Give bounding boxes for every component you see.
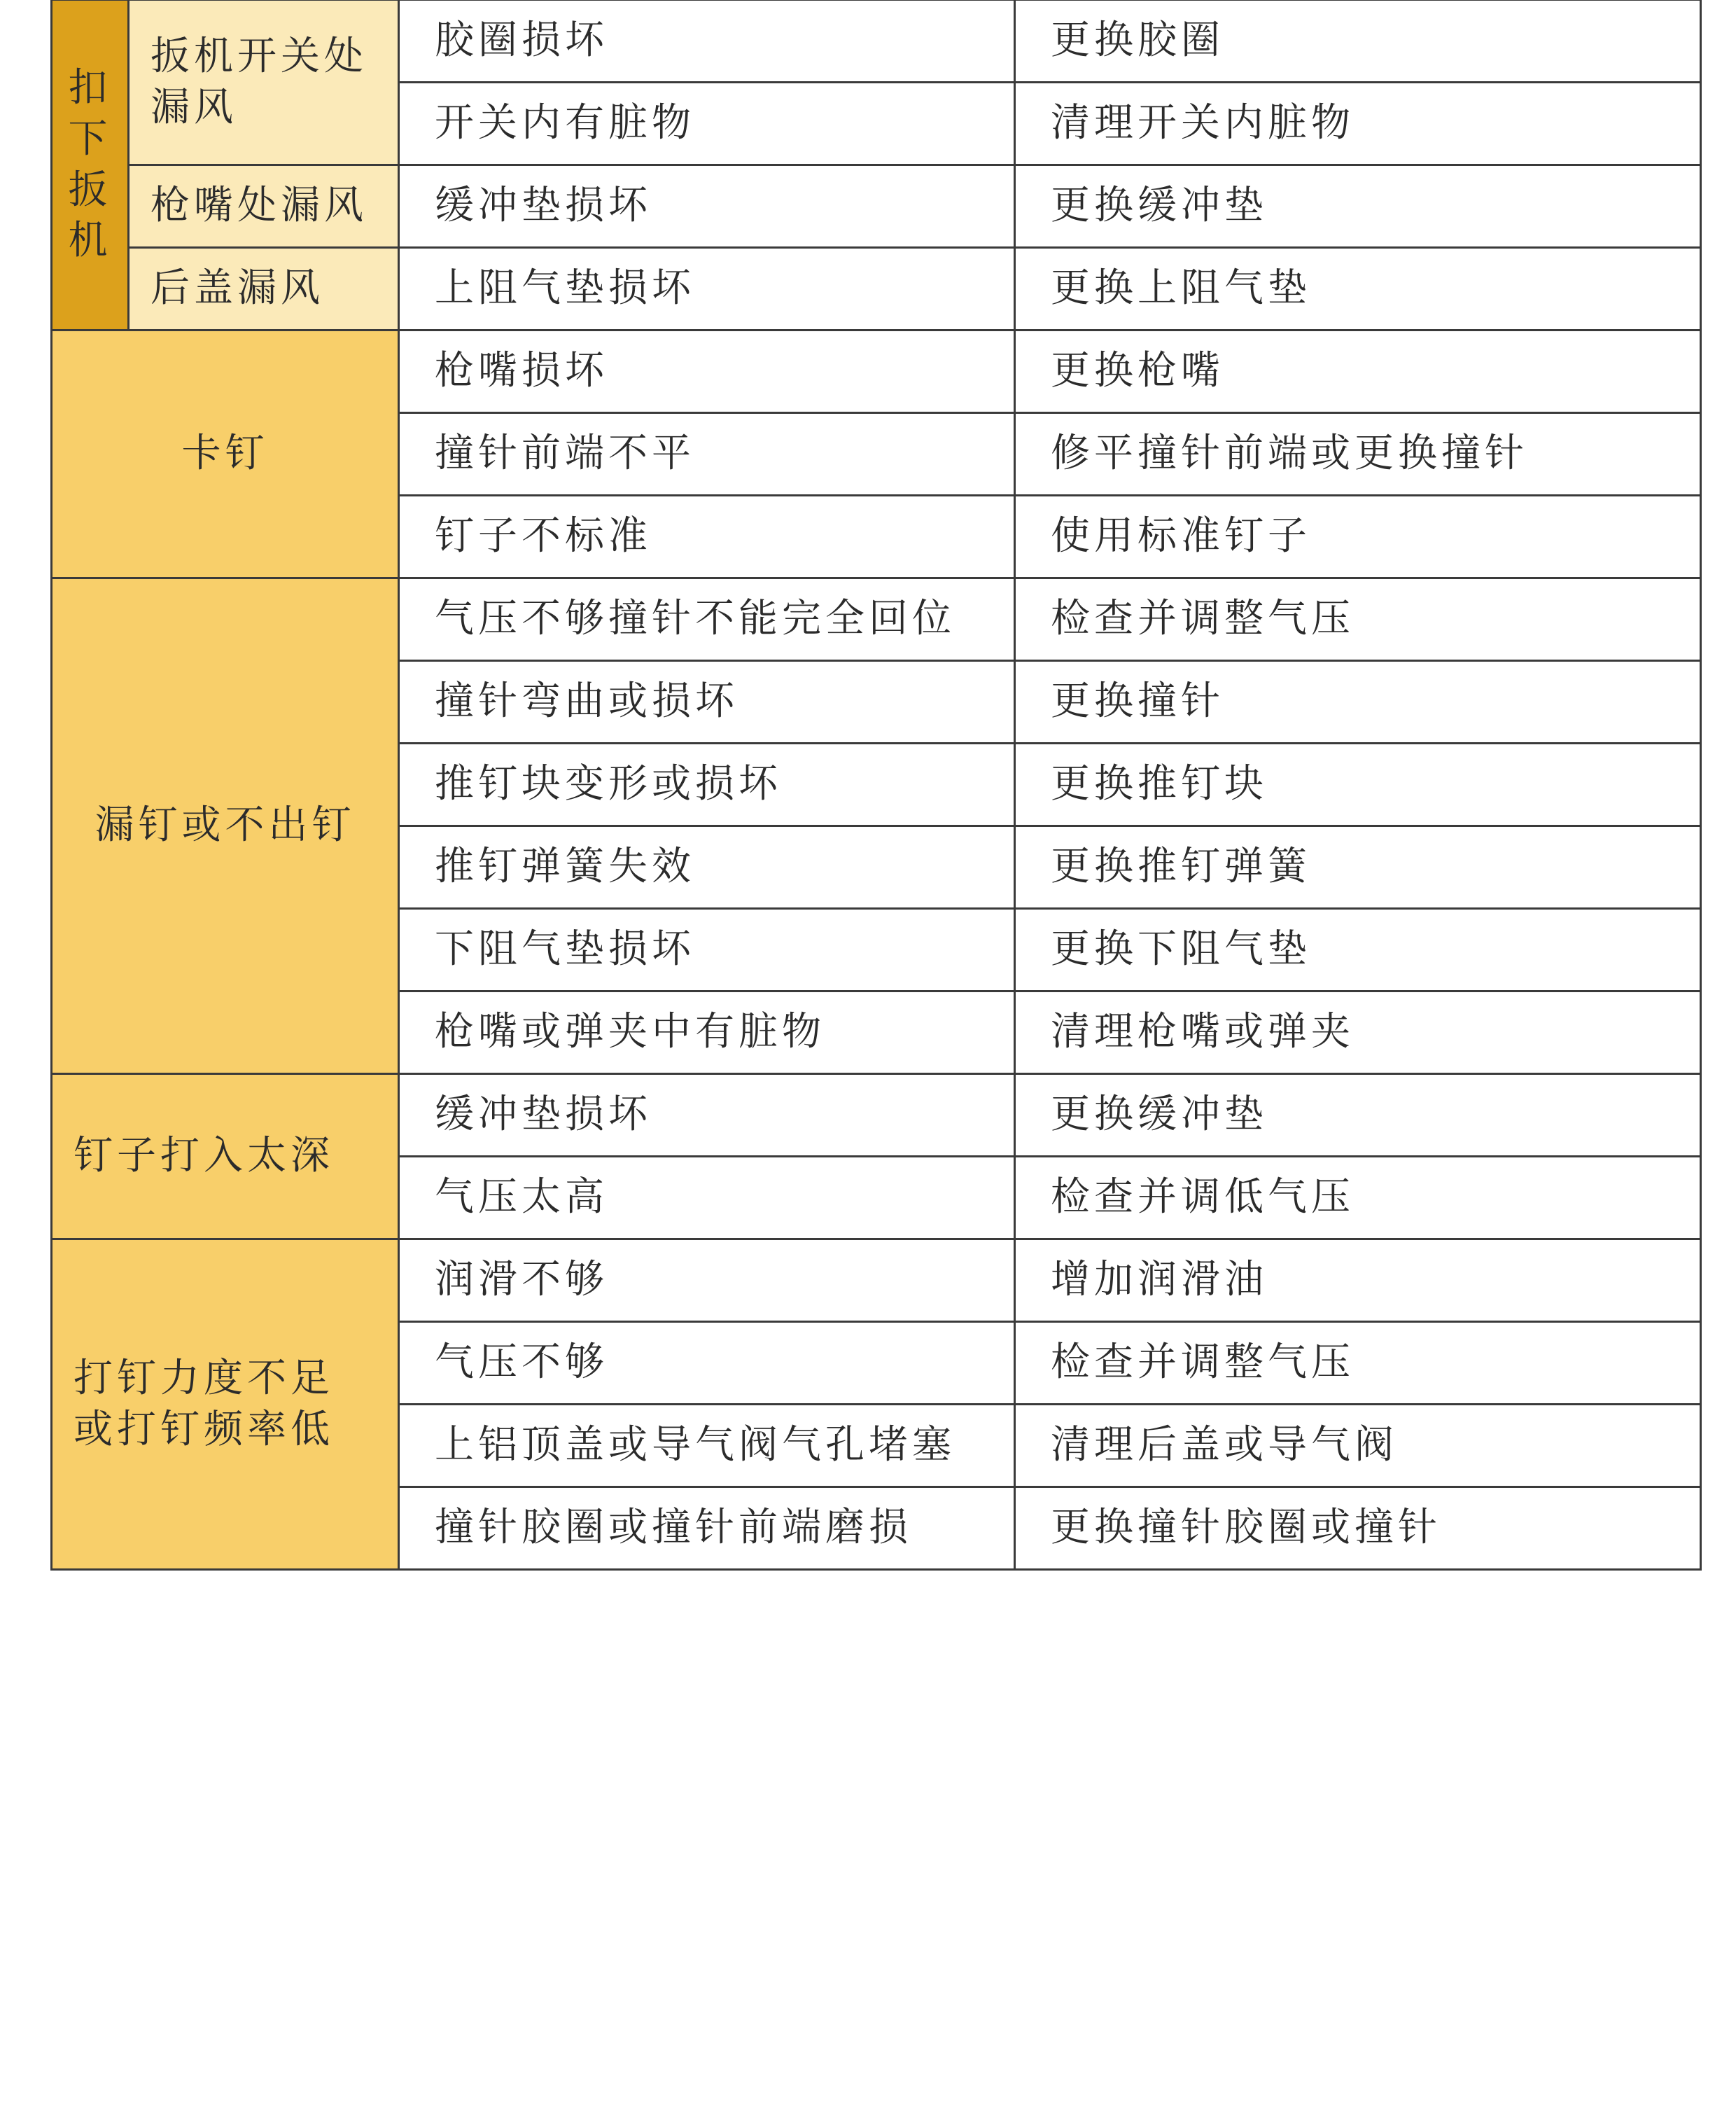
- fix-cell: 更换缓冲垫: [1015, 1074, 1701, 1157]
- fix-cell: 更换上阻气垫: [1015, 248, 1701, 330]
- category-cell: 卡钉: [52, 330, 399, 578]
- cause-cell: 撞针前端不平: [399, 413, 1015, 496]
- table-row: [52, 0, 1701, 83]
- subcategory-cell: 后盖漏风: [129, 248, 399, 330]
- table-row: [52, 248, 1701, 330]
- cause-cell: 开关内有脏物: [399, 83, 1015, 165]
- cause-cell: 气压太高: [399, 1157, 1015, 1239]
- subcategory-cell: 枪嘴处漏风: [129, 165, 399, 248]
- category-cell: [52, 1239, 399, 1570]
- fix-cell: 检查并调整气压: [1015, 1322, 1701, 1405]
- category-label-line: 或打钉频率低: [74, 1406, 334, 1452]
- category-cell: 漏钉或不出钉: [52, 578, 399, 1074]
- fix-cell: 更换撞针: [1015, 661, 1701, 744]
- subcategory-label: 扳机开关处漏风: [150, 33, 368, 130]
- cause-cell: 撞针弯曲或损坏: [399, 661, 1015, 744]
- cause-cell: 胶圈损坏: [399, 0, 1015, 83]
- cause-cell: 撞针胶圈或撞针前端磨损: [399, 1487, 1015, 1570]
- fix-cell: 清理开关内脏物: [1015, 83, 1701, 165]
- cause-cell: 气压不够: [399, 1322, 1015, 1405]
- fix-cell: 修平撞针前端或更换撞针: [1015, 413, 1701, 496]
- category-char: 下: [68, 116, 112, 162]
- fix-cell: 更换枪嘴: [1015, 330, 1701, 413]
- fix-cell: 更换缓冲垫: [1015, 165, 1701, 248]
- fix-cell: 使用标准钉子: [1015, 496, 1701, 578]
- cause-cell: 钉子不标准: [399, 496, 1015, 578]
- fix-cell: 更换下阻气垫: [1015, 909, 1701, 991]
- cause-cell: 推钉块变形或损坏: [399, 744, 1015, 826]
- category-char: 扣: [68, 64, 112, 111]
- fix-cell: 清理后盖或导气阀: [1015, 1405, 1701, 1487]
- fix-cell: 增加润滑油: [1015, 1239, 1701, 1322]
- fix-cell: 更换推钉弹簧: [1015, 826, 1701, 909]
- table-row: [52, 1239, 1701, 1322]
- table-row: [52, 1074, 1701, 1157]
- subcategory-cell: [129, 0, 399, 165]
- table-row: [52, 330, 1701, 413]
- troubleshooting-table: [50, 0, 1702, 1571]
- cause-cell: 缓冲垫损坏: [399, 1074, 1015, 1157]
- table-row: [52, 165, 1701, 248]
- category-char: 扳: [68, 167, 112, 213]
- category-cell-trigger: [52, 0, 129, 330]
- cause-cell: 上铝顶盖或导气阀气孔堵塞: [399, 1405, 1015, 1487]
- fix-cell: 清理枪嘴或弹夹: [1015, 991, 1701, 1074]
- cause-cell: 推钉弹簧失效: [399, 826, 1015, 909]
- table-row: [52, 578, 1701, 661]
- cause-cell: 下阻气垫损坏: [399, 909, 1015, 991]
- cause-cell: 气压不够撞针不能完全回位: [399, 578, 1015, 661]
- cause-cell: 枪嘴损坏: [399, 330, 1015, 413]
- category-cell: 钉子打入太深: [52, 1074, 399, 1239]
- cause-cell: 缓冲垫损坏: [399, 165, 1015, 248]
- fix-cell: 更换撞针胶圈或撞针: [1015, 1487, 1701, 1570]
- fix-cell: 检查并调整气压: [1015, 578, 1701, 661]
- category-label-line: 打钉力度不足: [74, 1355, 334, 1401]
- category-char: 机: [68, 218, 112, 264]
- cause-cell: 润滑不够: [399, 1239, 1015, 1322]
- cause-cell: 上阻气垫损坏: [399, 248, 1015, 330]
- fix-cell: 检查并调低气压: [1015, 1157, 1701, 1239]
- fix-cell: 更换推钉块: [1015, 744, 1701, 826]
- cause-cell: 枪嘴或弹夹中有脏物: [399, 991, 1015, 1074]
- fix-cell: 更换胶圈: [1015, 0, 1701, 83]
